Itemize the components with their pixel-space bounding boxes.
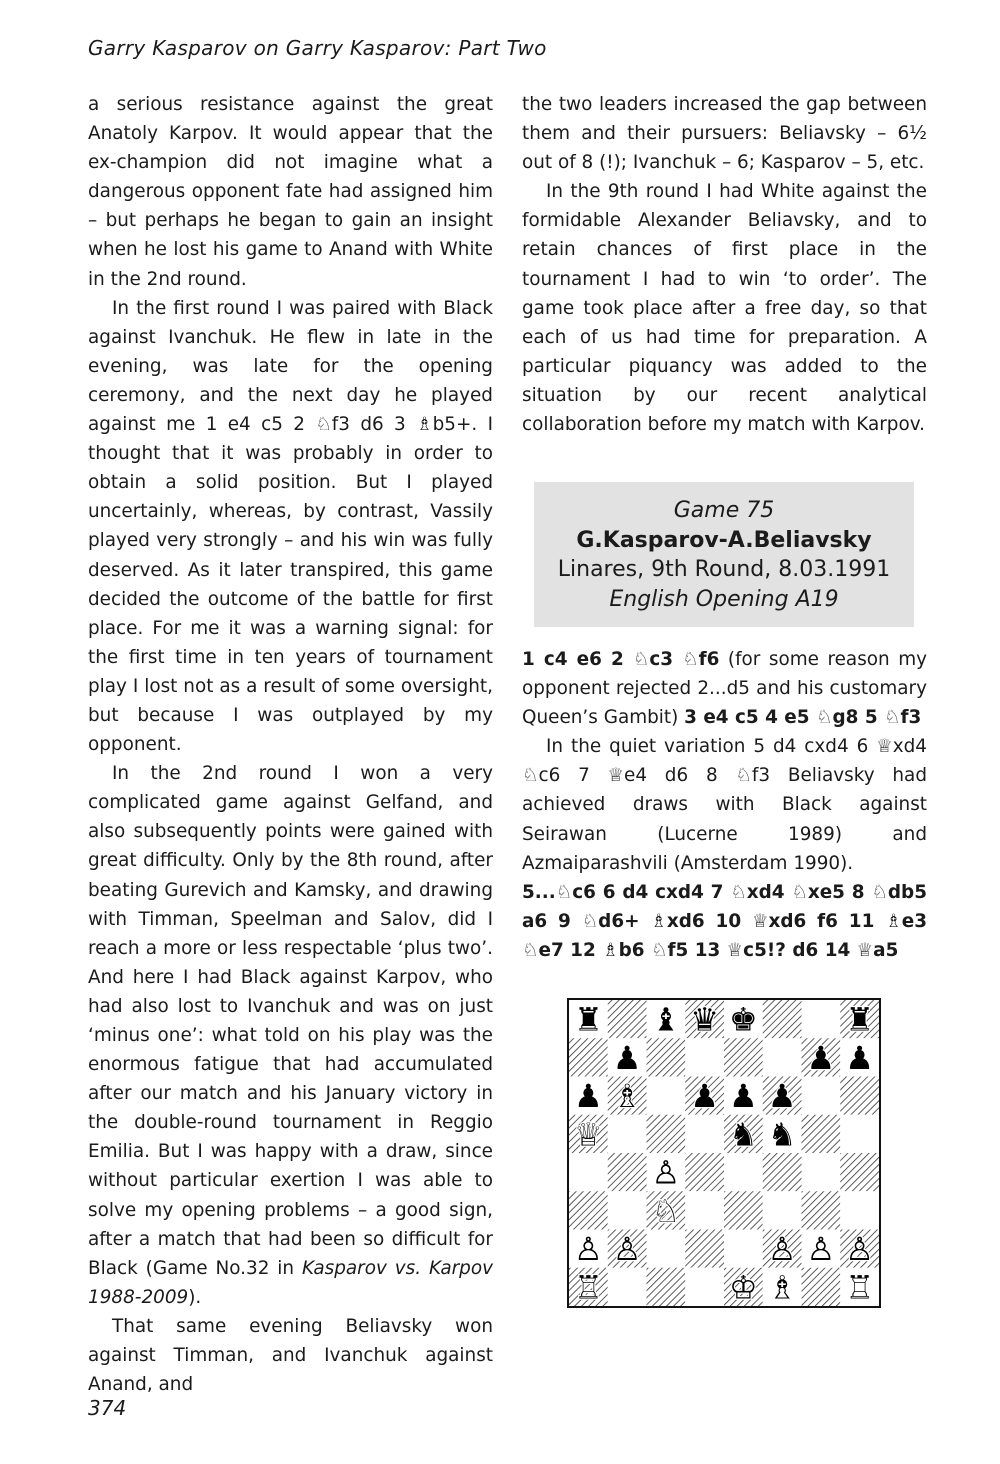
light-square (802, 1000, 841, 1038)
light-square (802, 1153, 841, 1191)
dark-square (763, 1153, 802, 1191)
light-square (802, 1077, 841, 1115)
paragraph: a serious resistance against the great Anatoly Karpov. It would appear that the ex-champion did not imagine what a dangerous opponent fate had assigned him – but perhaps he began to gain an insight when he lost his game to Anand with White in the 2nd round. (88, 94, 493, 290)
chess-diagram (567, 998, 881, 1308)
light-square (569, 1153, 608, 1191)
light-square (685, 1268, 724, 1306)
dark-square (802, 1115, 841, 1153)
moves-comment: (for some reason my opponent rejected 2...d5 and his customary Queen’s Gambit) (522, 649, 928, 729)
paragraph: In the first round I was paired with Black against Ivanchuk. He flew in late in the evening, was late for the opening ceremony, and the next day he played against me 1 e4 c5 2 ♘f3 d6 3 ♗b5+. I thought that it was probably in order to obtain a solid position. But I played uncertainly, whereas, by contrast, Vassily played very strongly – and his win was fully deserved. As it later transpired, this game decided the outcome of the battle for first place. For me it was a warning signal: for the first time in ten years of tournament play I lost not as a result of some oversight, but because I was outplayed by my opponent. (88, 297, 493, 756)
paragraph: In the 9th round I had White against the formidable Alexander Beliavsky, and to retain chances of first place in the tournament I had to win ‘to order’. The game took place after a free day, so that each of us had time for preparation. A particular piquancy was added to the situation by our recent analytical collaboration before my match with Karpov. (522, 181, 927, 436)
page-number: 374 (88, 1396, 127, 1420)
light-square (724, 1230, 763, 1268)
white-rook-icon: ♖ (574, 1268, 603, 1306)
dark-square (569, 1191, 608, 1229)
white-pawn-icon: ♙ (806, 1230, 836, 1269)
game-moves (522, 645, 927, 965)
light-square (763, 1038, 802, 1076)
light-square (685, 1115, 724, 1153)
paragraph-tail: ). (188, 1286, 202, 1308)
black-pawn-icon: ♟ (690, 1077, 719, 1116)
left-column (88, 90, 493, 1399)
light-square (763, 1191, 802, 1229)
black-knight-icon: ♞ (767, 1115, 797, 1154)
paragraph (88, 759, 493, 1312)
dark-square (840, 1153, 879, 1191)
game-opening: English Opening A19 (609, 586, 839, 612)
book-reference: Kasparov vs. Karpov 1988-2009 (88, 1257, 493, 1308)
light-square (608, 1268, 647, 1306)
black-pawn-icon: ♟ (845, 1038, 874, 1077)
right-column (522, 90, 927, 439)
black-queen-icon: ♛ (690, 1000, 719, 1039)
dark-square (647, 1115, 686, 1153)
paragraph: That same evening Beliavsky won against Timman, and Ivanchuk against Anand, and (88, 1315, 493, 1396)
light-square (840, 1191, 879, 1229)
light-square (685, 1038, 724, 1076)
light-square (685, 1191, 724, 1229)
moves-note: In the quiet variation 5 d4 cxd4 6 ♕xd4 ♘c6 7 ♕e4 d6 8 ♘f3 Beliavsky had achieved draws with Black against Seirawan (Lucerne 1989) and Azmaiparashvili (Amsterdam 1990). (522, 736, 927, 874)
dark-square (724, 1038, 763, 1076)
paragraph: the two leaders increased the gap between them and their pursuers: Beliavsky – 6½ out of 8 (!); Ivanchuk – 6; Kasparov – 5, etc. (522, 94, 927, 174)
white-pawn-icon: ♙ (651, 1153, 681, 1192)
white-pawn-icon: ♙ (574, 1230, 603, 1269)
black-pawn-icon: ♟ (729, 1077, 758, 1116)
light-square (840, 1115, 879, 1153)
black-pawn-icon: ♟ (612, 1038, 642, 1077)
game-header-box (534, 482, 914, 627)
black-pawn-icon: ♟ (767, 1077, 797, 1116)
dark-square (647, 1038, 686, 1076)
black-knight-icon: ♞ (729, 1115, 758, 1154)
dark-square (685, 1153, 724, 1191)
light-square (647, 1230, 686, 1268)
black-bishop-icon: ♝ (651, 1000, 681, 1039)
dark-square (608, 1153, 647, 1191)
dark-square (802, 1191, 841, 1229)
moves-paragraph (522, 645, 927, 732)
game-players: G.Kasparov-A.Beliavsky (576, 527, 872, 553)
dark-square (724, 1191, 763, 1229)
chess-board (569, 1000, 879, 1306)
white-king-icon: ♔ (729, 1268, 758, 1306)
white-bishop-icon: ♗ (612, 1077, 642, 1116)
running-head: Garry Kasparov on Garry Kasparov: Part Two (88, 36, 547, 60)
moves-bold: 5...♘c6 6 d4 cxd4 7 ♘xd4 ♘xe5 8 ♘db5 a6 9 ♘d6+ ♗xd6 10 ♕xd6 f6 11 ♗e3 ♘e7 12 ♗b6 ♘f5 13 ♕c5!? d6 14 ♕a5 (522, 881, 927, 961)
moves-paragraph (522, 878, 927, 965)
dark-square (569, 1038, 608, 1076)
dark-square (840, 1077, 879, 1115)
white-pawn-icon: ♙ (767, 1230, 797, 1269)
dark-square (763, 1000, 802, 1038)
black-king-icon: ♚ (729, 1000, 758, 1039)
game-event: Linares, 9th Round, 8.03.1991 (557, 557, 891, 582)
game-number: Game 75 (673, 498, 775, 523)
white-pawn-icon: ♙ (612, 1230, 642, 1269)
black-rook-icon: ♜ (845, 1000, 874, 1039)
light-square (647, 1077, 686, 1115)
white-rook-icon: ♖ (845, 1268, 874, 1306)
moves-bold: 3 e4 c5 4 e5 ♘g8 5 ♘f3 (684, 707, 922, 729)
light-square (724, 1153, 763, 1191)
paragraph-text: In the 2nd round I won a very complicated game against Gelfand, and also subsequently points were gained with great difficulty. Only by the 8th round, after beating Gurevich and Kamsky, and drawing with Timman, Speelman and Salov, did I reach a more or less respectable ‘plus two’. And here I had Black against Karpov, who had also lost to Ivanchuk and was on just ‘minus one’: what told on his play was the enormous fatigue that had accumulated after our match and his January victory in the double-round tournament in Reggio Emilia. But I was happy with a draw, since without particular exertion I was able to solve my opening problems – a good sign, after a match that had been so difficult for Black (Game No.32 in (88, 763, 493, 1279)
light-square (608, 1115, 647, 1153)
moves-bold: 1 c4 e6 2 ♘c3 ♘f6 (522, 649, 720, 670)
white-pawn-icon: ♙ (845, 1230, 874, 1269)
black-pawn-icon: ♟ (806, 1038, 836, 1077)
dark-square (685, 1230, 724, 1268)
black-rook-icon: ♜ (574, 1000, 603, 1039)
black-pawn-icon: ♟ (574, 1077, 603, 1116)
white-bishop-icon: ♗ (767, 1268, 797, 1306)
white-knight-icon: ♘ (651, 1191, 681, 1230)
dark-square (608, 1000, 647, 1038)
white-queen-icon: ♕ (574, 1115, 603, 1154)
light-square (608, 1191, 647, 1229)
dark-square (802, 1268, 841, 1306)
dark-square (647, 1268, 686, 1306)
